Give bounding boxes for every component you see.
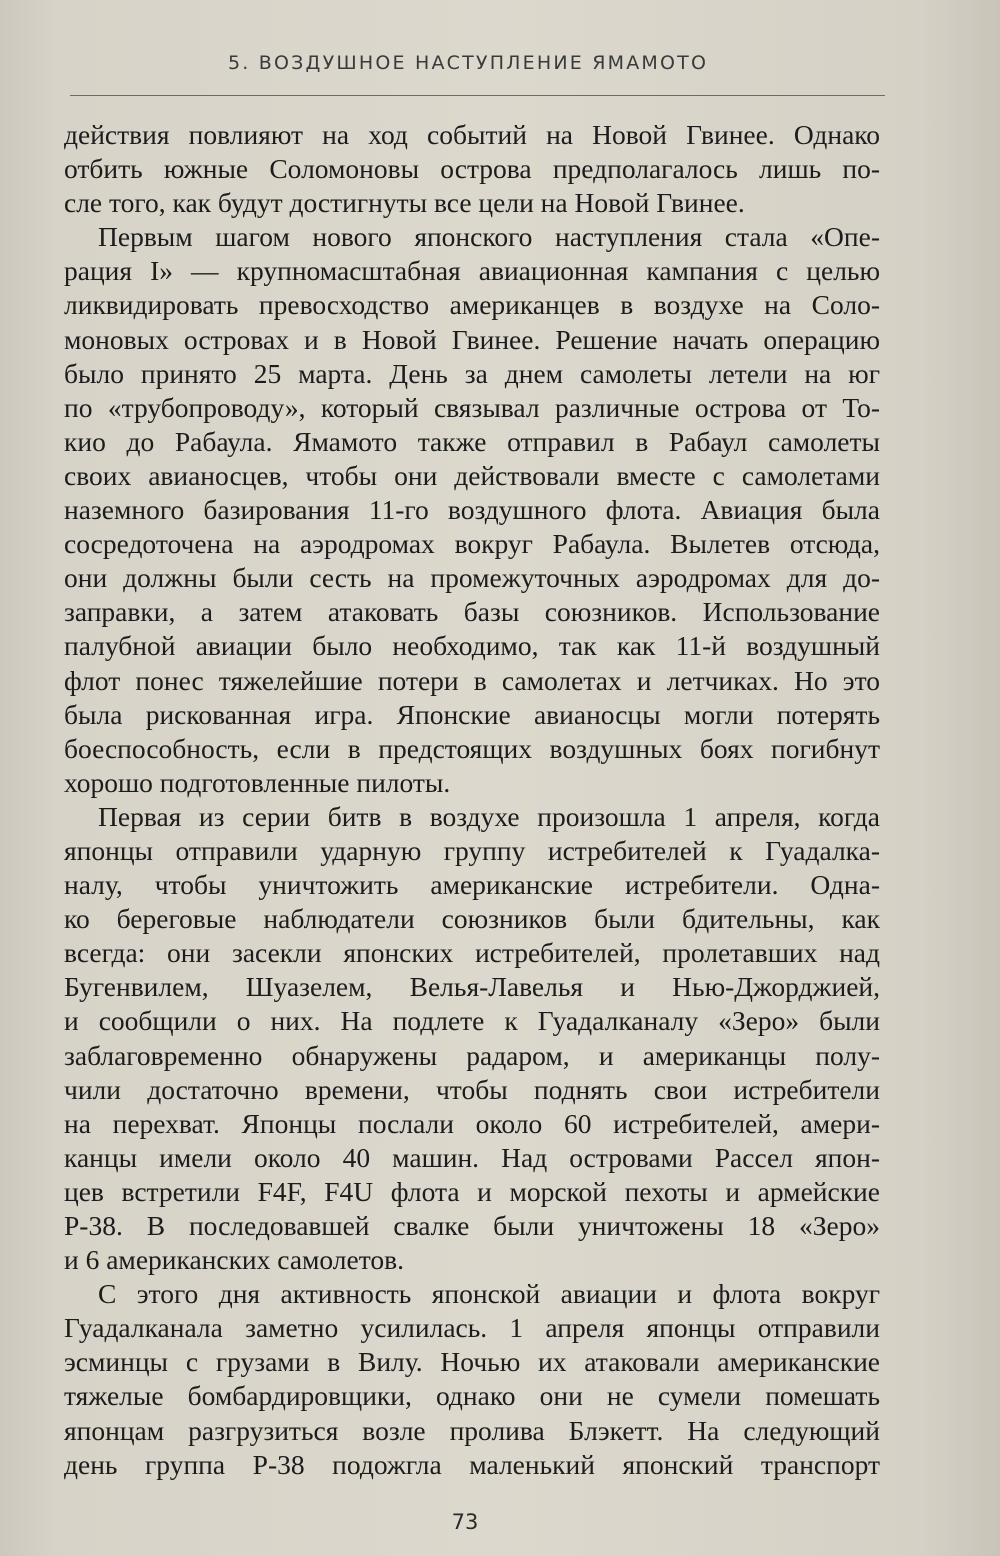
text-line: Первым шагом нового японского наступления стала «Опе- [98, 221, 880, 253]
text-line: была рискованная игра. Японские авианосцы могли потерять [64, 698, 880, 730]
text-line: Гуадалканала заметно усилилась. 1 апреля японцы отправили [64, 1312, 880, 1344]
text-line: хорошо подготовленные пилоты. [64, 766, 451, 798]
paragraph [64, 220, 880, 800]
text-line: флот понес тяжелейшие потери в самолетах и летчиках. Но это [64, 664, 880, 696]
text-line: Бугенвилем, Шуазелем, Велья-Лавелья и Нью-Джорджией, [64, 971, 880, 1003]
text-line: рация I» — крупномасштабная авиационная кампания с целью [64, 255, 880, 287]
text-line: отбить южные Соломоновы острова предполагалось лишь по- [64, 153, 880, 185]
text-line: налу, чтобы уничтожить американские истребители. Одна- [64, 869, 880, 901]
text-line: сле того, как будут достигнуты все цели на Новой Гвинее. [64, 187, 745, 219]
text-line: наземного базирования 11-го воздушного флота. Авиация была [64, 494, 880, 526]
text-line: заправки, а затем атаковать базы союзников. Использование [64, 596, 880, 628]
text-line: на перехват. Японцы послали около 60 истребителей, амери- [64, 1107, 880, 1139]
paragraph [64, 1277, 880, 1482]
text-line: своих авианосцев, чтобы они действовали вместе с самолетами [64, 459, 880, 491]
paragraph [64, 800, 880, 1277]
text-line: кио до Рабаула. Ямамото также отправил в Рабаул самолеты [64, 425, 880, 457]
text-line: ликвидировать превосходство американцев в воздухе на Соло- [64, 289, 880, 321]
running-title: 5. ВОЗДУШНОЕ НАСТУПЛЕНИЕ ЯМАМОТО [228, 52, 709, 74]
text-line: Первая из серии битв в воздухе произошла 1 апреля, когда [98, 800, 880, 832]
paragraph [64, 118, 880, 220]
text-line: тяжелые бомбардировщики, однако они не сумели помешать [64, 1380, 880, 1412]
page-number: 73 [451, 1510, 479, 1534]
text-line: было принято 25 марта. День за днем самолеты летели на юг [64, 357, 880, 389]
text-line: эсминцы с грузами в Вилу. Ночью их атаковали американские [64, 1346, 880, 1378]
text-line: всегда: они засекли японских истребителей, пролетавших над [64, 937, 880, 969]
text-line: японцы отправили ударную группу истребителей к Гуадалка- [64, 834, 880, 866]
text-line: цев встретили F4F, F4U флота и морской пехоты и армейские [64, 1175, 880, 1207]
text-line: С этого дня активность японской авиации и флота вокруг [98, 1278, 880, 1310]
text-line: японцам разгрузиться возле пролива Блэкетт. На следующий [64, 1414, 880, 1446]
text-line: канцы имели около 40 машин. Над островами Рассел япон- [64, 1141, 880, 1173]
text-line: моновых островах и в Новой Гвинее. Решение начать операцию [64, 323, 880, 355]
text-line: и сообщили о них. На подлете к Гуадалканалу «Зеро» были [64, 1005, 880, 1037]
text-line: сосредоточена на аэродромах вокруг Рабаула. Вылетев отсюда, [64, 528, 880, 560]
text-line: день группа P-38 подожгла маленький японский транспорт [64, 1448, 880, 1480]
text-line: и 6 американских самолетов. [64, 1244, 405, 1276]
text-line: P-38. В последовавшей свалке были уничтожены 18 «Зеро» [64, 1210, 880, 1241]
text-line: палубной авиации было необходимо, так как 11-й воздушный [64, 630, 880, 662]
text-line: ко береговые наблюдатели союзников были бдительны, как [64, 903, 880, 935]
text-line: действия повлияют на ход событий на Новой Гвинее. Однако [64, 119, 880, 150]
text-line: заблаговременно обнаружены радаром, и американцы полу- [64, 1039, 880, 1071]
text-line: чили достаточно времени, чтобы поднять свои истребители [64, 1073, 880, 1105]
text-line: они должны были сесть на промежуточных аэродромах для до- [64, 562, 880, 594]
text-line: боеспособность, если в предстоящих воздушных боях погибнут [64, 732, 880, 764]
text-line: по «трубопроводу», который связывал различные острова от То- [64, 391, 880, 423]
body-text [64, 118, 880, 1482]
header-rule [70, 95, 885, 96]
